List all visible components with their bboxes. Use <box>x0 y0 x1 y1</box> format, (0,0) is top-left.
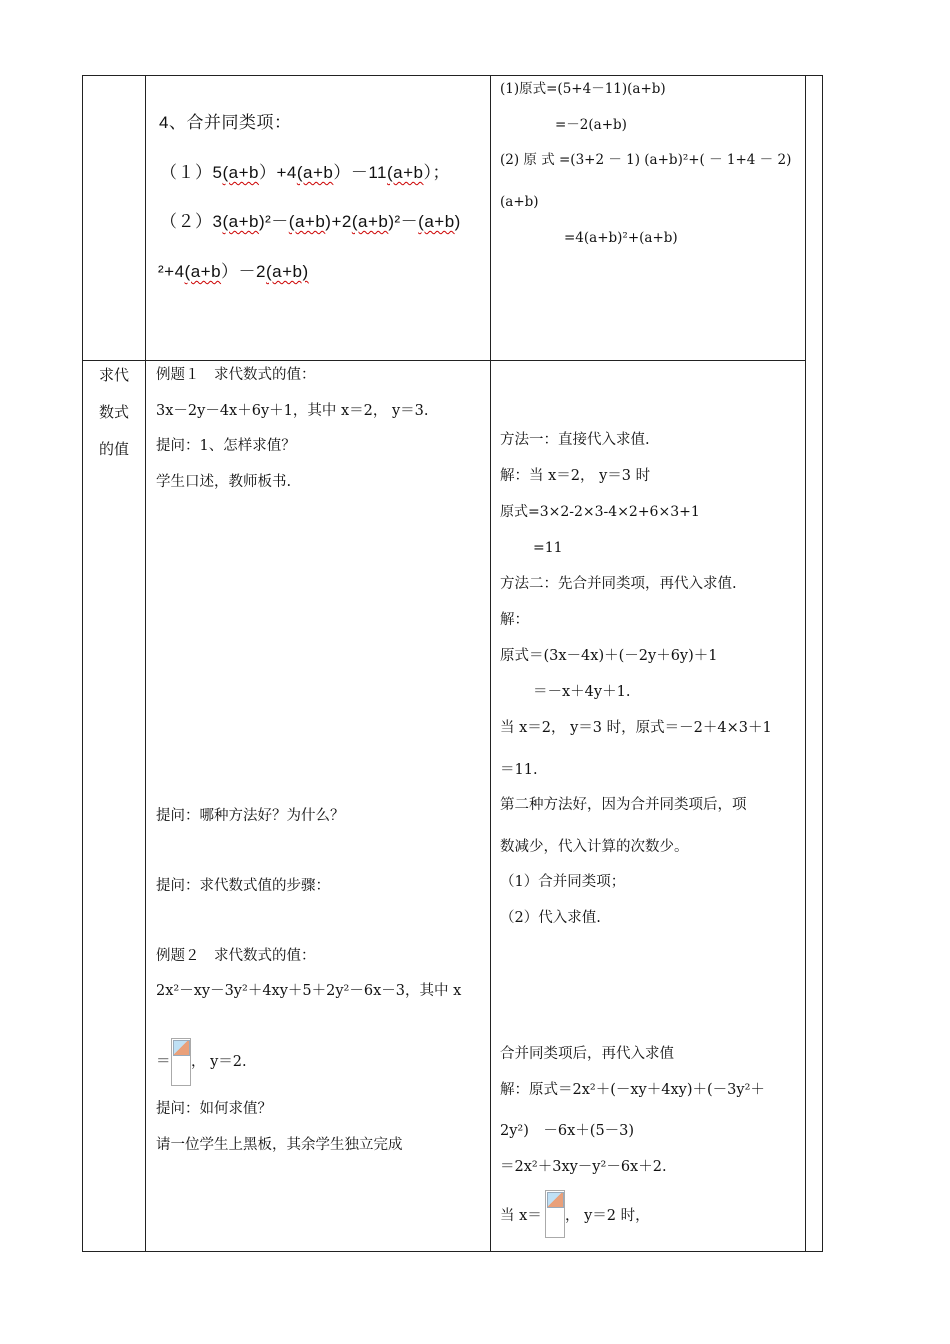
question-4-note: 请一位学生上黑板，其余学生独立完成 <box>156 1137 403 1153</box>
table-border-top <box>82 75 823 76</box>
method-1-calculation: 原式=3×2-2×3-4×2+6×3+1 <box>500 504 700 520</box>
section-label-line-3: 的值 <box>98 440 129 458</box>
section-label-line-2: 数式 <box>98 403 129 421</box>
answer-1-line-2: =－2(a+b) <box>555 117 627 133</box>
broken-image-icon-2 <box>547 1192 564 1208</box>
example-2-expression: 2x²－xy－3y²＋4xy＋5＋2y²－6x－3，其中 x <box>156 983 462 999</box>
table-border-left <box>82 75 83 1252</box>
question-2: 提问：哪种方法好？为什么？ <box>156 808 345 824</box>
answer-2-line-2: (a+b) <box>500 194 539 210</box>
method-1-title: 方法一：直接代入求值. <box>500 432 650 448</box>
question-1: 提问：1、怎样求值？ <box>156 438 296 454</box>
exercise-item-1: （１）5(a+b）+4(a+b）－11(a+b）； <box>160 163 451 182</box>
comparison-answer-line-1: 第二种方法好，因为合并同类项后，项 <box>500 797 747 813</box>
step-1: （1）合并同类项； <box>500 874 626 890</box>
answer-2-line-1: (2) 原 式 =(3+2 － 1) (a+b)²+( － 1+4 － 2) <box>500 152 792 168</box>
example-2-solution-line-3: ＝2x²＋3xy－y²－6x＋2. <box>500 1159 667 1175</box>
example-2-substitute-x: 当 x＝ <box>500 1208 542 1224</box>
table-row-divider <box>82 360 806 361</box>
example-2-title: 例题２ 求代数式的值： <box>156 948 316 964</box>
broken-image-icon <box>173 1040 190 1056</box>
exercise-item-2: （２）3(a+b)²－(a+b)+2(a+b)²－(a+b) <box>160 212 461 231</box>
example-2-solution-line-1: 解：原式＝2x²＋(－xy＋4xy)＋(－3y²＋ <box>500 1082 765 1098</box>
question-1-note: 学生口述，教师板书. <box>156 474 292 490</box>
answer-1-line-1: (1)原式=(5+4－11)(a+b) <box>500 81 666 97</box>
table-border-right <box>822 75 823 1252</box>
method-2-line-4: ＝11. <box>500 762 538 778</box>
example-1-expression: 3x－2y－4x＋6y＋1，其中 x＝2， y＝3. <box>156 403 429 419</box>
section-label <box>94 357 134 468</box>
example-2-intro: 合并同类项后，再代入求值 <box>500 1046 674 1062</box>
method-1-result: =11 <box>533 540 563 556</box>
example-2-solution-line-2: 2y²) －6x＋(5－3) <box>500 1123 635 1139</box>
merge-like-terms-title: 4、合并同类项： <box>159 113 292 132</box>
table-col-divider-1 <box>145 75 146 1252</box>
missing-fraction-image-2 <box>545 1190 565 1238</box>
method-2-solution: 解： <box>500 612 529 628</box>
comparison-answer-line-2: 数减少，代入计算的次数少。 <box>500 839 689 855</box>
question-3: 提问：求代数式值的步骤： <box>156 878 330 894</box>
table-col-divider-2 <box>490 75 491 1252</box>
table-col-divider-3 <box>805 75 806 1252</box>
method-2-line-2: ＝－x＋4y＋1. <box>533 684 631 700</box>
example-2-y-equals: ， y＝2. <box>191 1054 247 1070</box>
method-2-title: 方法二：先合并同类项，再代入求值. <box>500 576 737 592</box>
section-label-line-1: 求代 <box>98 366 129 384</box>
example-2-x-equals: ＝ <box>156 1054 171 1070</box>
example-2-substitute-y: ， y＝2 时， <box>565 1208 650 1224</box>
step-2: （2）代入求值. <box>500 910 601 926</box>
method-2-line-3: 当 x＝2， y＝3 时，原式＝－2＋4×3＋1 <box>500 720 772 736</box>
table-border-bottom <box>82 1251 823 1252</box>
example-1-title: 例题１ 求代数式的值： <box>156 367 316 383</box>
exercise-item-2-continued: ²+4(a+b）－2(a+b) <box>158 262 309 281</box>
answer-2-line-3: =4(a+b)²+(a+b) <box>564 230 678 246</box>
method-2-line-1: 原式＝(3x－4x)＋(－2y＋6y)＋1 <box>500 648 718 664</box>
missing-fraction-image <box>171 1038 191 1086</box>
method-1-solution: 解：当 x＝2， y＝3 时 <box>500 468 651 484</box>
question-4: 提问：如何求值？ <box>156 1101 272 1117</box>
